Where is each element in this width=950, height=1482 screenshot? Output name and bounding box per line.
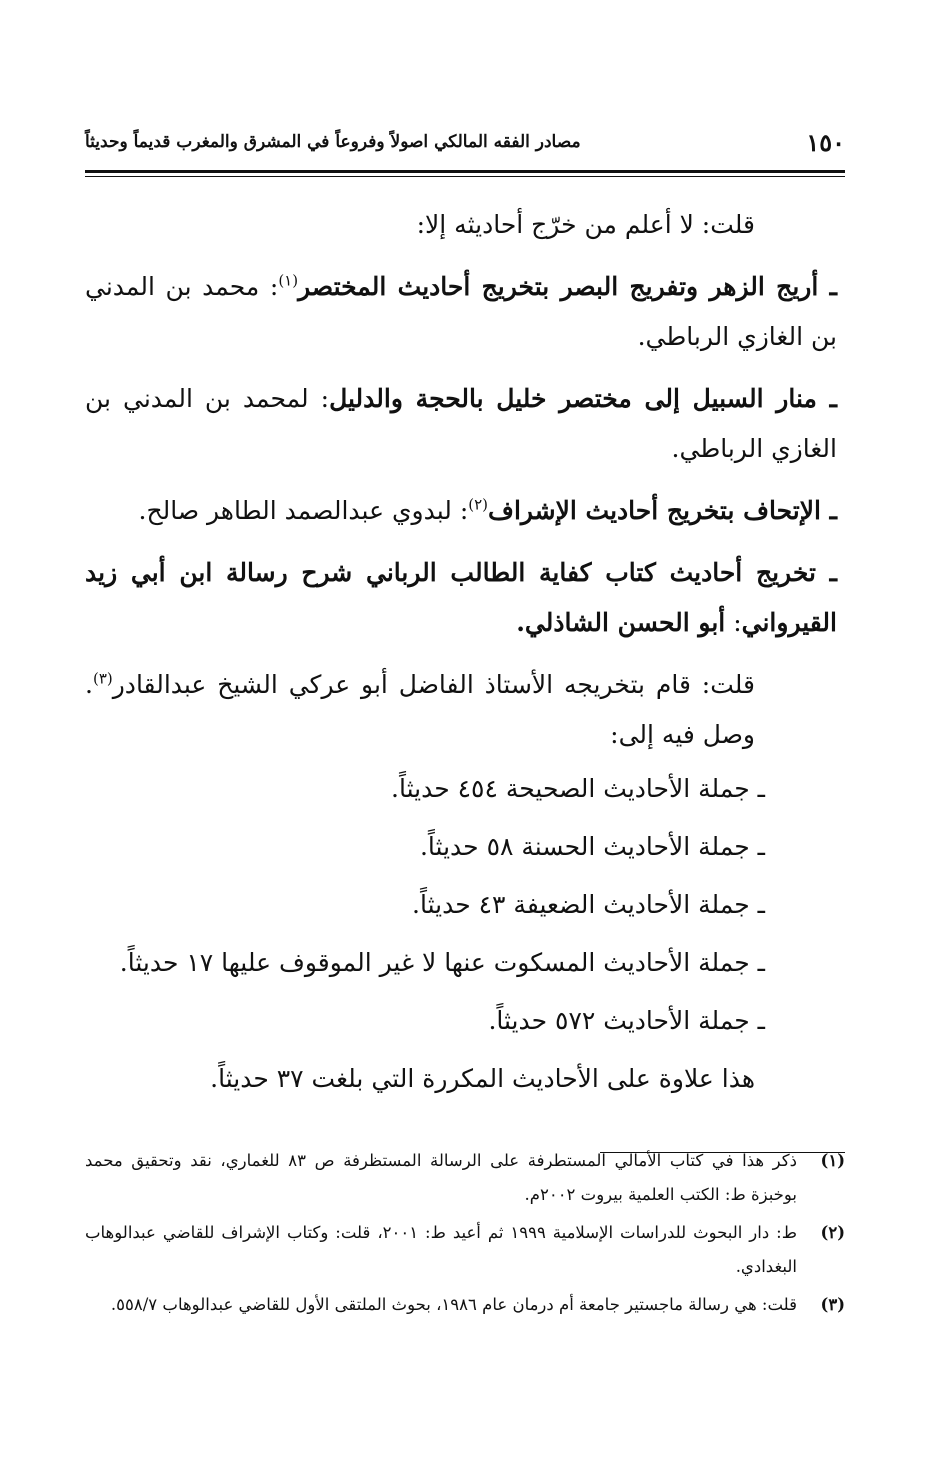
entry-title: ـ الإتحاف بتخريج أحاديث الإشراف — [488, 496, 837, 525]
header-rule-thin — [85, 176, 845, 177]
footnote-1 — [85, 1144, 845, 1212]
entry-author: : محمد بن المدني بن الغازي الرباطي. — [85, 272, 837, 351]
list-item: ـ جملة الأحاديث ٥٧٢ حديثاً. — [488, 1006, 765, 1035]
entry-author: : لمحمد بن المدني بن الغازي الرباطي. — [85, 384, 837, 463]
running-title: مصادر الفقه المالكي اصولاً وفروعاً في المشرق والمغرب قديماً وحديثاً — [85, 132, 581, 152]
footnote-number: (١) — [820, 1151, 845, 1170]
entry-colon: : — [725, 608, 742, 637]
footnote-text: قلت: هي رسالة ماجستير جامعة أم درمان عام ١٩٨٦، بحوث الملتقى الأول للقاضي عبدالوهاب ٥٥٨/٧. — [110, 1295, 797, 1314]
list-item: ـ جملة الأحاديث المسكوت عنها لا غير الموقوف عليها ١٧ حديثاً. — [119, 948, 765, 977]
note-rest: . وصل فيه إلى: — [85, 670, 755, 749]
hadith-count-list — [85, 764, 837, 1046]
header-rule — [85, 170, 845, 173]
footnote-3 — [85, 1288, 845, 1322]
paragraph-entry-3 — [85, 486, 837, 536]
footnote-text: ذكر هذا في كتاب الأمالي المستطرفة على الرسالة المستظرفة ص ٨٣ للغماري، نقد وتحقيق محمد بوخبزة ط: الكتب العلمية بيروت ٢٠٠٢م. — [85, 1151, 797, 1204]
entry-title: ـ أريج الزهر وتفريج البصر بتخريج أحاديث المختصر — [298, 272, 837, 301]
footnote-number: (٣) — [820, 1295, 845, 1314]
footnote-ref: (٢) — [468, 495, 489, 514]
footnotes — [85, 1144, 845, 1326]
footnote-ref: (٣) — [92, 669, 113, 688]
main-text — [85, 200, 837, 1116]
paragraph-entry-2 — [85, 374, 837, 474]
entry-author: : لبدوي عبدالصمد الطاهر صالح. — [138, 496, 469, 525]
paragraph-intro: قلت: لا أعلم من خرّج أحاديثه إلا: — [416, 210, 755, 239]
list-item: ـ جملة الأحاديث الضعيفة ٤٣ حديثاً. — [412, 890, 765, 919]
footnote-2 — [85, 1216, 845, 1284]
entry-title: ـ تخريج أحاديث كتاب كفاية الطالب الرباني شرح رسالة ابن أبي زيد القيرواني — [85, 558, 837, 637]
list-item: ـ جملة الأحاديث الصحيحة ٤٥٤ حديثاً. — [391, 774, 765, 803]
entry-author: أبو الحسن الشاذلي. — [516, 608, 726, 637]
list-item: ـ جملة الأحاديث الحسنة ٥٨ حديثاً. — [419, 832, 765, 861]
paragraph-entry-4 — [85, 548, 837, 648]
page-number: ١٥٠ — [806, 128, 845, 157]
entry-title: ـ منار السبيل إلى مختصر خليل بالحجة والدليل — [329, 384, 838, 413]
footnote-ref: (١) — [278, 271, 299, 290]
paragraph-note — [85, 660, 837, 760]
footnote-text: ط: دار البحوث للدراسات الإسلامية ١٩٩٩ ثم أعيد ط: ٢٠٠١، قلت: وكتاب الإشراف للقاضي عبدالوهاب البغدادي. — [85, 1223, 797, 1276]
note-text: قلت: قام بتخريجه الأستاذ الفاضل أبو عركي الشيخ عبدالقادر — [112, 670, 755, 699]
footnote-number: (٢) — [820, 1223, 845, 1242]
paragraph-entry-1 — [85, 262, 837, 362]
paragraph-closing: هذا علاوة على الأحاديث المكررة التي بلغت ٣٧ حديثاً. — [210, 1064, 755, 1093]
page-header — [85, 128, 845, 162]
